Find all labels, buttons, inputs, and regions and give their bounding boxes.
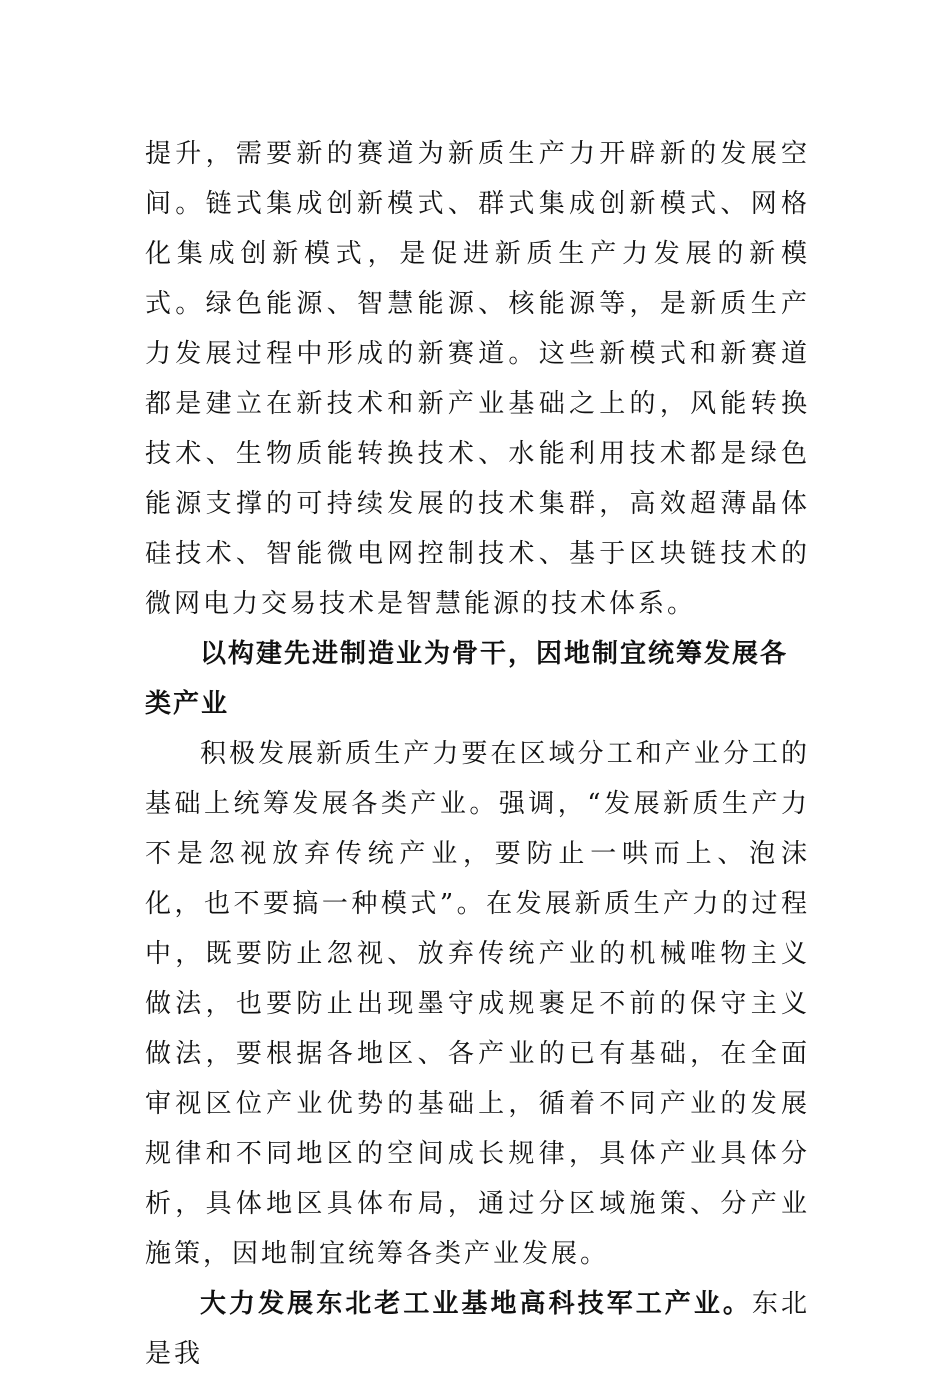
paragraph-lead-sentence: 大力发展东北老工业基地高科技军工产业。 <box>200 1289 752 1319</box>
body-paragraph: 积极发展新质生产力要在区域分工和产业分工的基础上统筹发展各类产业。强调，“发展新质生产力不是忽视放弃传统产业，要防止一哄而上、泡沫化，也不要搞一种模式”。在发展新质生产力的过程中，既要防止忽视、放弃传统产业的机械唯物主义做法，也要防止出现墨守成规裹足不前的保守主义做法，要根据各地区、各产业的已有基础，在全面审视区位产业优势的基础上，循着不同产业的发展规律和不同地区的空间成长规律，具体产业具体分析，具体地区具体布局，通过分区域施策、分产业施策，因地制宜统筹各类产业发展。 <box>145 739 810 1269</box>
paragraph-text: 东北是我 <box>145 1289 810 1369</box>
document-page <box>145 129 810 1379</box>
section-heading: 以构建先进制造业为骨干，因地制宜统筹发展各类产业 <box>145 639 789 719</box>
body-paragraph <box>145 1279 810 1379</box>
body-paragraph: 提升，需要新的赛道为新质生产力开辟新的发展空间。链式集成创新模式、群式集成创新模式、网格化集成创新模式，是促进新质生产力发展的新模式。绿色能源、智慧能源、核能源等，是新质生产力发展过程中形成的新赛道。这些新模式和新赛道都是建立在新技术和新产业基础之上的，风能转换技术、生物质能转换技术、水能利用技术都是绿色能源支撑的可持续发展的技术集群，高效超薄晶体硅技术、智能微电网控制技术、基于区块链技术的微网电力交易技术是智慧能源的技术体系。 <box>145 139 810 619</box>
